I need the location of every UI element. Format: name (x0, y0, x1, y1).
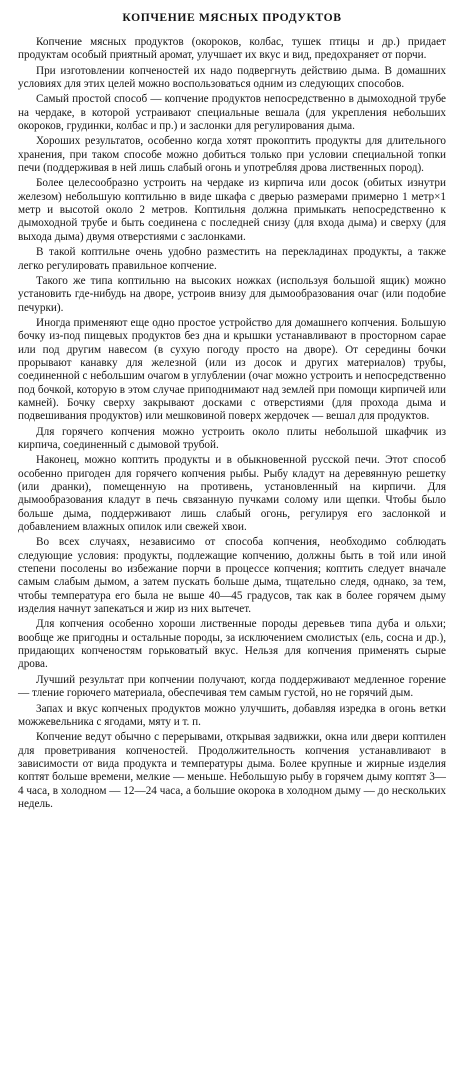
paragraph: Лучший результат при копчении получают, когда поддерживают медленное горение — тление горючего материала, обеспечивая тем самым густой, но не горячий дым. (18, 673, 446, 700)
paragraph: Более целесообразно устроить на чердаке из кирпича или досок (обитых изнутри железом) небольшую коптильню в виде шкафа с дверью размерами примерно 1 метр×1 метр и высотой около 2 метров. Коптильня должна примыкать непосредственно к дымоходной трубе и быть соединена с последней снизу (для входа дыма) и сверху (для выхода дыма) двумя отверстиями с заслонками. (18, 177, 446, 243)
paragraph: Наконец, можно коптить продукты и в обыкновенной русской печи. Этот способ особенно пригоден для горячего копчения рыбы. Рыбу кладут на деревянную решетку (или дранки), помещенную на противень, установленный на кирпичи. Для дымообразования кладут в печь связанную пучками солому или щепки. Чтобы было больше дыма, поддерживают лишь слабый огонь, регулируя его заслонкой и добавлением влажных опилок или свежей хвои. (18, 454, 446, 534)
paragraph: Самый простой способ — копчение продуктов непосредственно в дымоходной трубе на чердаке, в которой устраивают специальные вешала (для укрепления небольших окороков, грудинки, колбас и пр.) и заслонки для регулирования дыма. (18, 93, 446, 133)
paragraph: В такой коптильне очень удобно разместить на перекладинах продукты, а также легко регулировать правильное копчение. (18, 246, 446, 272)
paragraph: Для копчения особенно хороши лиственные породы деревьев типа дуба и ольхи; вообще же пригодны и остальные породы, за исключением смолистых (ель, сосна и др.), придающих копченостям горьковатый вкус. Нельзя для копчения применять сырые дрова. (18, 618, 446, 671)
paragraph: Запах и вкус копченых продуктов можно улучшить, добавляя изредка в огонь ветки можжевельника с ягодами, мяту и т. п. (18, 702, 446, 728)
paragraph: Копчение мясных продуктов (окороков, колбас, тушек птицы и др.) придает продуктам особый приятный аромат, улучшает их вкус и вид, предохраняет от порчи. (18, 36, 446, 62)
paragraph: При изготовлении копченостей их надо подвергнуть действию дыма. В домашних условиях для этих целей можно воспользоваться одним из следующих способов. (18, 64, 446, 91)
paragraph: Иногда применяют еще одно простое устройство для домашнего копчения. Большую бочку из-под пищевых продуктов без дна и крышки устанавливают в просторном сарае или под другим навесом (в сухую погоду просто на дворе). От середины бочки прорывают канавку для железной (или из досок и других материалов) трубы, соединенной с небольшим очагом в углублении (очаг можно устроить и непосредственно под бочкой, которую в этом случае приподнимают над землей при помощи кирпичей или камней). Бочку сверху закрывают досками с отверстиями (для прохода дыма и подвешивания продуктов) или мешковиной поверх жердочек — вешал для продуктов. (18, 316, 446, 423)
paragraph: Копчение ведут обычно с перерывами, открывая задвижки, окна или двери коптилен для проветривания копченостей. Продолжительность копчения устанавливают в зависимости от вида продукта и температуры дыма. Более крупные и жирные изделия коптят больше времени, мелкие — меньше. Небольшую рыбу в горячем дыму коптят 3—4 часа, в холодном — 12—24 часа, а большие окорока в холодном дыму — до нескольких недель. (18, 731, 446, 810)
paragraph: Для горячего копчения можно устроить около плиты небольшой шкафчик из кирпича, соединенный с дымовой трубой. (18, 425, 446, 451)
paragraph: Такого же типа коптильню на высоких ножках (используя большой ящик) можно установить где-нибудь на дворе, устроив внизу для дымообразования очаг (или подобие печурки). (18, 274, 446, 314)
paragraph: Хороших результатов, особенно когда хотят прокоптить продукты для длительного хранения, при таком способе можно добиться только при условии специальной топки печи (поддерживая в ней лишь слабый огонь и употребляя дрова лиственных пород). (18, 135, 446, 175)
document-title: КОПЧЕНИЕ МЯСНЫХ ПРОДУКТОВ (122, 11, 342, 24)
paragraph: Во всех случаях, независимо от способа копчения, необходимо соблюдать следующие условия: продукты, подлежащие копчению, должны быть в той или иной степени посолены во избежание порчи в процессе копчения; коптить следует вначале самым слабым дымом, а затем пускать больше дыма, тщательно следя, однако, за тем, чтобы температура его была не выше 40—45 градусов, так как в более горячем дыму изделия начнут запекаться и жир из них вытечет. (18, 536, 446, 616)
document-body (18, 36, 446, 811)
